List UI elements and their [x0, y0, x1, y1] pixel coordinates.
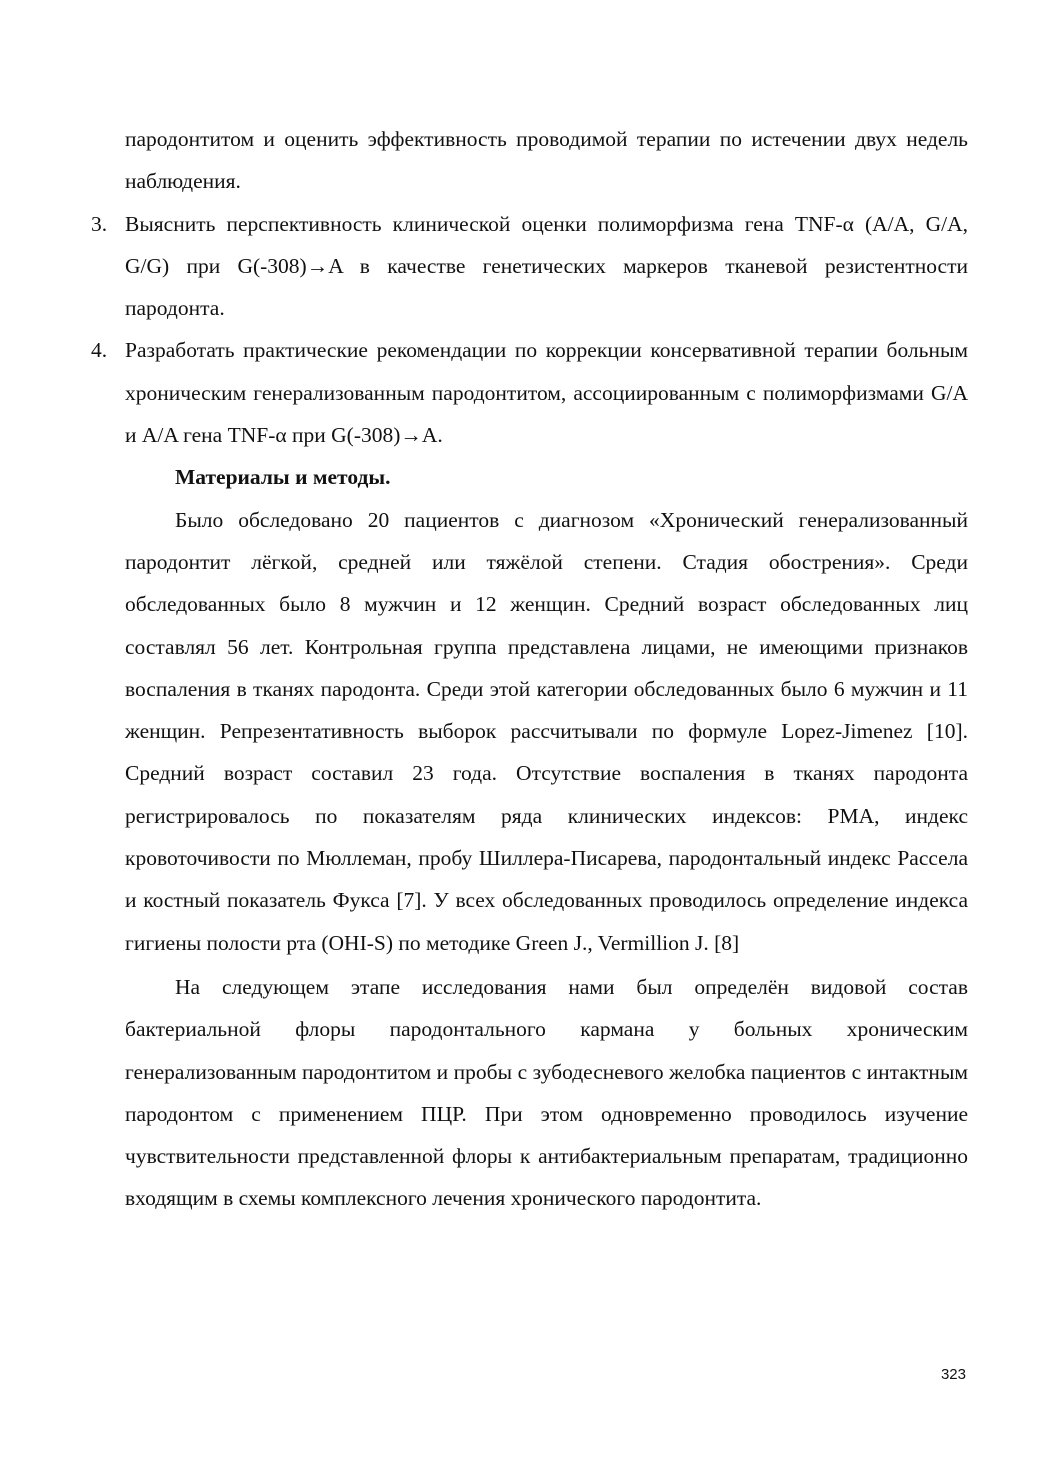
list-item-number: 3. [91, 211, 108, 236]
paragraph-next-stage: На следующем этапе исследования нами был определён видовой состав бактериальной флоры пародонтального кармана у больных хроническим генерализованным пародонтитом и пробы с зубодесневого желобка пациентов с интактным пародонтом с применением ПЦР. При этом одновременно проводилось изучение чувствительности представленной флоры к антибактериальным препаратам, традиционно входящим в схемы комплексного лечения хронического пародонтита. [125, 974, 968, 1211]
list-item-4 [91, 329, 968, 456]
page-number: 323 [940, 1366, 966, 1383]
paragraph-materials: Было обследовано 20 пациентов с диагнозом «Хронический генерализованный пародонтит лёгкой, средней или тяжёлой степени. Стадия обострения». Среди обследованных было 8 мужчин и 12 женщин. Средний возраст обследованных лиц составлял 56 лет. Контрольная группа представлена лицами, не имеющими признаков воспаления в тканях пародонта. Среди этой категории обследованных было 6 мужчин и 11 женщин. Репрезентативность выборок рассчитывали по формуле Lopez-Jimenez [10]. Средний возраст составил 23 года. Отсутствие воспаления в тканях пародонта регистрировалось по показателям ряда клинических индексов: РМА, индекс кровоточивости по Мюллеман, пробу Шиллера-Писарева, пародонтальный индекс Рассела и костный показатель Фукса [7]. У всех обследованных проводилось определение индекса гигиены полости рта (OHI-S) по методике Green J., Vermillion J. [8] [125, 507, 968, 955]
page-body [91, 118, 968, 1220]
list-item-text: Разработать практические рекомендации по коррекции консервативной терапии больным хроническим генерализованным пародонтитом, ассоциированным с полиморфизмами G/A и A/A гена TNF-α при G(-308)→A. [125, 338, 968, 448]
intro-continuation: пародонтитом и оценить эффективность проводимой терапии по истечении двух недель наблюдения. [125, 127, 968, 194]
list-item-number: 4. [91, 338, 108, 363]
list-item-text: Выяснить перспективность клинической оценки полиморфизма гена TNF-α (A/A, G/A, G/G) при G(-308)→A в качестве генетических маркеров тканевой резистентности пародонта. [125, 211, 968, 321]
list-item-3 [91, 203, 968, 330]
section-heading: Материалы и методы. [175, 465, 391, 490]
